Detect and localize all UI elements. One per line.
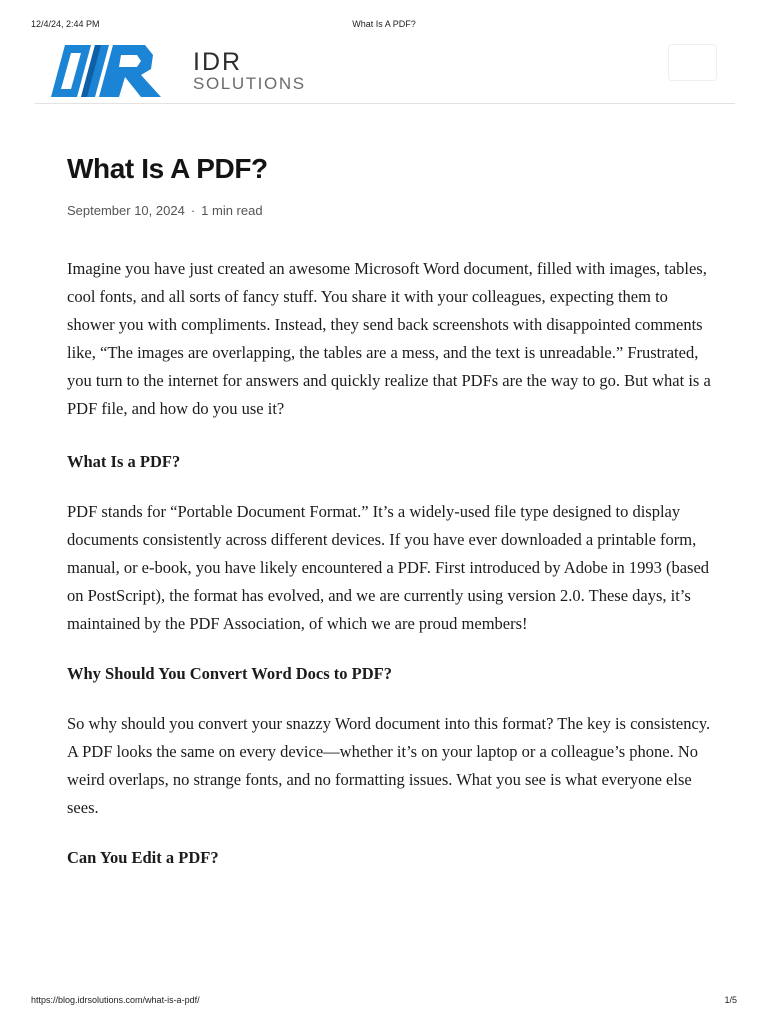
print-datetime: 12/4/24, 2:44 PM xyxy=(31,19,100,29)
section-heading-can-edit: Can You Edit a PDF? xyxy=(67,848,219,867)
intro-paragraph: Imagine you have just created an awesome Microsoft Word document, filled with images, tables, cool fonts, and all sorts of fancy stuff. You share it with your colleagues, expecting them to shower you with compliments. Instead, they send back screenshots with disappointed comments like, “The images are overlapping, the tables are a mess, and the text is unreadable.” Frustrated, you turn to the internet for answers and quickly realize that PDFs are the way to go. But what is a PDF file, and how do you use it? xyxy=(67,259,711,418)
print-footer xyxy=(31,995,737,1009)
meta-separator: · xyxy=(190,203,196,218)
section-body-why-convert: So why should you convert your snazzy Word document into this format? The key is consistency. A PDF looks the same on every device—whether it’s on your laptop or a colleague’s phone. No weird overlaps, no strange fonts, and no formatting issues. What you see is what everyone else sees. xyxy=(67,714,711,817)
print-url: https://blog.idrsolutions.com/what-is-a-pdf/ xyxy=(31,995,200,1005)
section-heading-why-convert: Why Should You Convert Word Docs to PDF? xyxy=(67,664,392,683)
article-title: What Is A PDF? xyxy=(67,153,268,184)
print-header xyxy=(31,19,737,33)
article-date: September 10, 2024 xyxy=(67,203,185,218)
read-time: 1 min read xyxy=(201,203,263,218)
idr-logo-icon[interactable] xyxy=(51,45,161,97)
site-header xyxy=(35,40,735,104)
brand-wordmark[interactable] xyxy=(193,50,306,94)
print-page-title: What Is A PDF? xyxy=(352,19,416,29)
brand-name: IDR xyxy=(193,48,243,76)
print-page-number: 1/5 xyxy=(724,995,737,1005)
menu-icon[interactable] xyxy=(668,44,717,81)
article-meta xyxy=(67,202,717,220)
section-heading-what-is-pdf: What Is a PDF? xyxy=(67,452,181,471)
section-body-what-is-pdf: PDF stands for “Portable Document Format.” It’s a widely-used file type designed to display documents consistently across different devices. If you have ever downloaded a printable form, manual, or e-book, you have likely encountered a PDF. First introduced by Adobe in 1993 (based on PostScript), the format has evolved, and we are currently using version 2.0. These days, it’s maintained by the PDF Association, of which we are proud members! xyxy=(67,502,710,633)
brand-subtitle: SOLUTIONS xyxy=(193,74,306,93)
article xyxy=(67,148,717,872)
